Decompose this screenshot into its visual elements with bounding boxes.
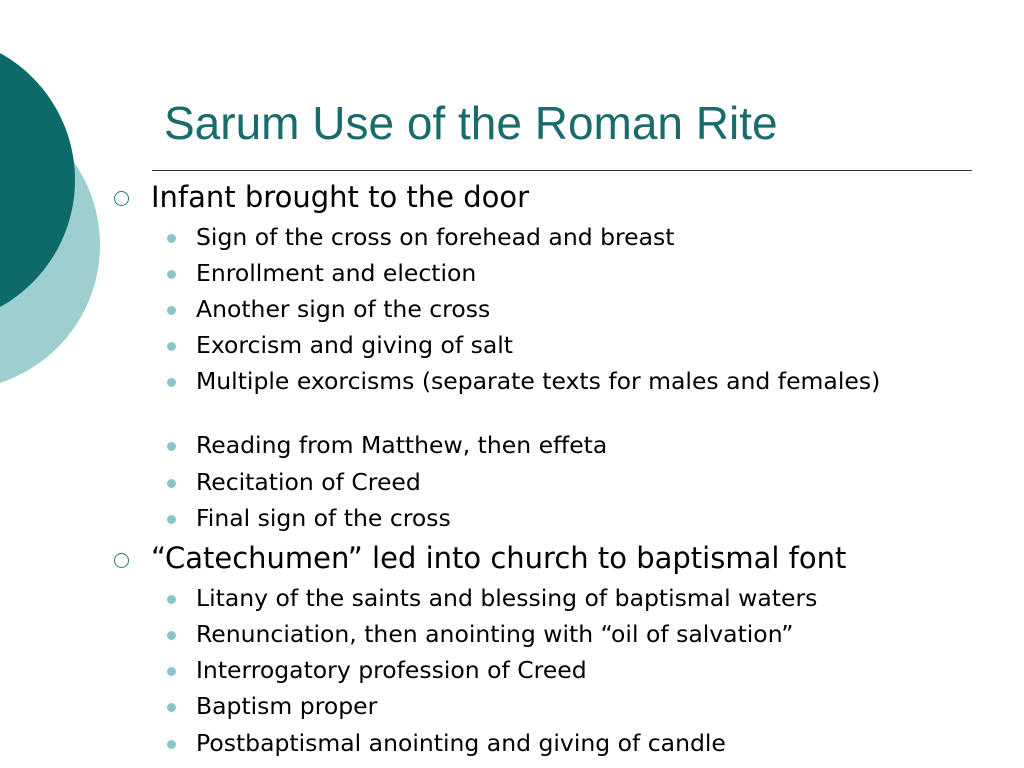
list-item: Litany of the saints and blessing of baptismal waters <box>196 584 818 612</box>
dot-bullet-icon <box>167 667 176 676</box>
dot-bullet-icon <box>167 703 176 712</box>
hollow-circle-bullet-icon <box>114 191 129 206</box>
list-item: Reading from Matthew, then effeta <box>196 431 608 459</box>
dot-bullet-icon <box>167 270 176 279</box>
slide-title: Sarum Use of the Roman Rite <box>164 97 778 149</box>
dot-bullet-icon <box>167 479 176 488</box>
list-item: Sign of the cross on forehead and breast <box>196 223 675 251</box>
section-heading: “Catechumen” led into church to baptismal font <box>151 541 847 575</box>
dot-bullet-icon <box>167 342 176 351</box>
dot-bullet-icon <box>167 378 176 387</box>
dot-bullet-icon <box>167 306 176 315</box>
dot-bullet-icon <box>167 740 176 749</box>
list-item: Exorcism and giving of salt <box>196 331 513 359</box>
section-heading: Infant brought to the door <box>151 180 530 214</box>
dot-bullet-icon <box>167 595 176 604</box>
dot-bullet-icon <box>167 442 176 451</box>
list-item: Another sign of the cross <box>196 295 491 323</box>
list-item: Multiple exorcisms (separate texts for males and females) <box>196 367 881 395</box>
dot-bullet-icon <box>167 515 176 524</box>
list-item: Recitation of Creed <box>196 468 421 496</box>
list-item: Enrollment and election <box>196 259 477 287</box>
list-item: Baptism proper <box>196 692 378 720</box>
list-item: Final sign of the cross <box>196 504 451 532</box>
list-item: Renunciation, then anointing with “oil of salvation” <box>196 620 794 648</box>
dot-bullet-icon <box>167 631 176 640</box>
hollow-circle-bullet-icon <box>114 553 129 568</box>
list-item: Interrogatory profession of Creed <box>196 656 587 684</box>
dot-bullet-icon <box>167 234 176 243</box>
list-item: Postbaptismal anointing and giving of candle <box>196 729 726 757</box>
